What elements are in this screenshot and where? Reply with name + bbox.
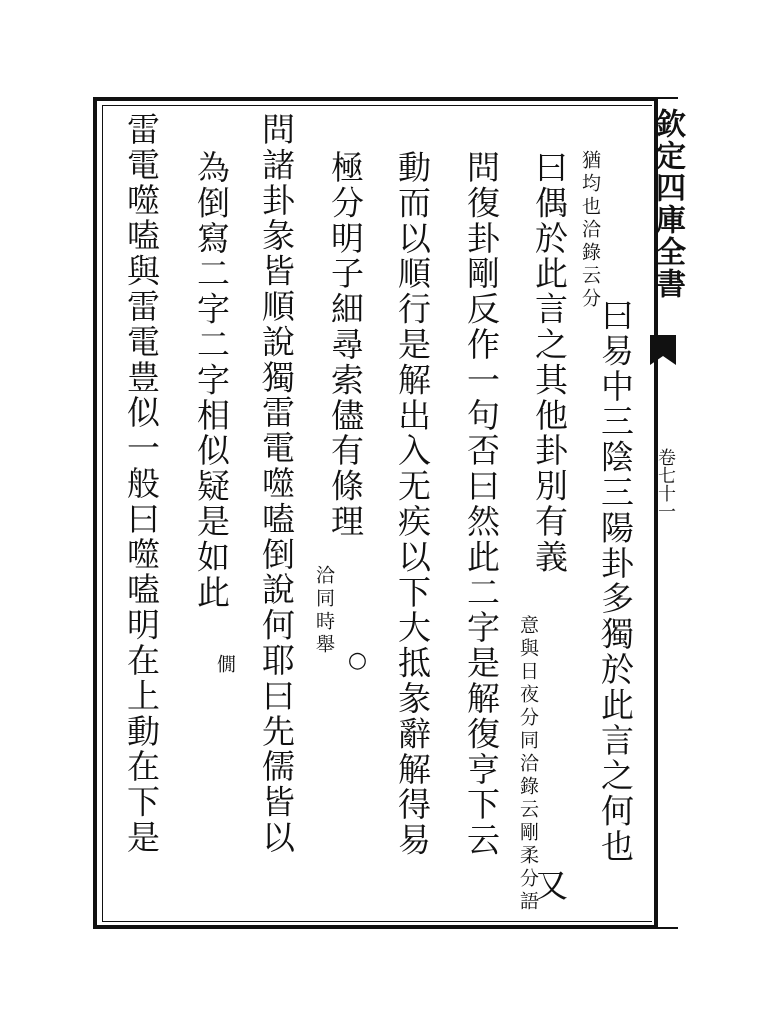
book-title: 欽定四庫全書 [650, 108, 685, 300]
inner-rule [102, 105, 652, 922]
text-column-5-notes [314, 565, 334, 657]
text-column-8: 雷電噬嗑與雷電豊似一般曰噬嗑明在上動在下是 [122, 112, 161, 856]
annotation-1-right: 洽錄云分 [579, 219, 601, 311]
section-circle-mark: ○ [345, 648, 370, 673]
annotation-2-right: 洽錄云剛柔分語 [517, 753, 539, 914]
annotation-5 [314, 565, 334, 657]
text-column-2-main: 曰偶於此言之其他卦別有義 [530, 150, 569, 575]
text-column-7-main: 為倒寫二字二字相似疑是如此 [192, 150, 231, 611]
text-column-7-note: 僩 [214, 654, 236, 673]
text-column-4: 動而以順行是解出入无疾以下大抵彖辭解得易 [393, 150, 432, 858]
annotation-2-left: 意與日夜分同 [517, 615, 539, 753]
text-column-5-main: 極分明子細尋索儘有條理 [326, 150, 365, 540]
text-column-1-main: 曰易中三陰三陽卦多獨於此言之何也 [596, 298, 635, 865]
annotation-5-left: 洽同 [313, 565, 335, 611]
text-column-6: 問諸卦彖皆順說獨雷電噬嗑倒說何耶曰先儒皆以 [257, 112, 296, 856]
fascicle-label: 卷七十一 [655, 448, 676, 520]
text-column-3: 問復卦剛反作一句否曰然此二字是解復亨下云 [462, 150, 501, 858]
annotation-1 [580, 150, 600, 311]
annotation-5-right: 時舉 [313, 611, 335, 657]
text-column-2-tail: 又 [530, 868, 569, 904]
text-column-1 [580, 150, 600, 311]
annotation-1-left: 猶均也 [579, 150, 601, 219]
